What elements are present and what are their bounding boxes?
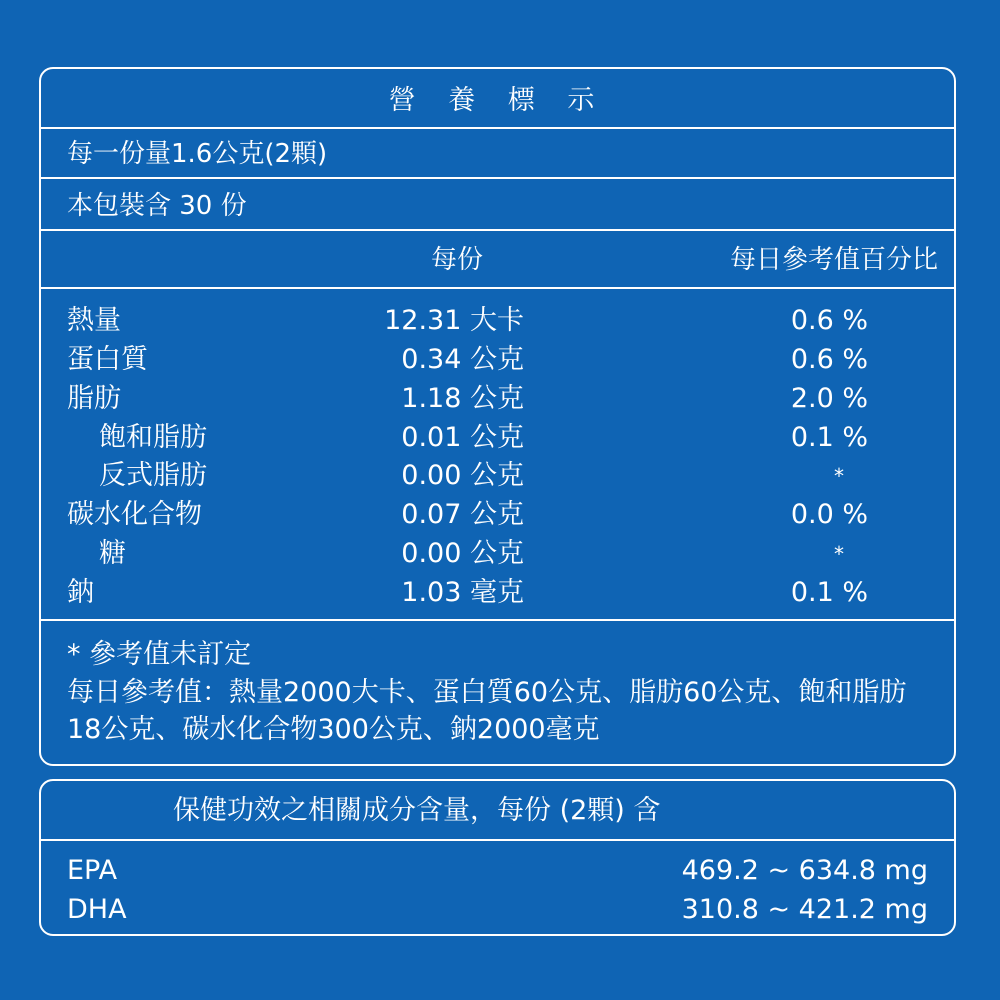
ingredient-value-epa: 469.2 ~ 634.8 mg [681, 855, 928, 886]
nutrient-name-calories: 熱量 [67, 305, 121, 336]
ingredient-value-dha: 310.8 ~ 421.2 mg [681, 894, 928, 925]
nutrient-amount-sugar: 0.00 公克 [401, 538, 524, 569]
nutrient-percent-protein: 0.6 % [790, 344, 868, 375]
footnote-daily-values-line2: 18公克、碳水化合物300公克、鈉2000毫克 [67, 714, 600, 745]
nutrition-facts-panel [39, 67, 956, 766]
nutrient-name-carbohydrate: 碳水化合物 [67, 499, 202, 530]
divider [41, 127, 954, 129]
nutrient-amount-protein: 0.34 公克 [401, 344, 524, 375]
nutrient-amount-saturated-fat: 0.01 公克 [401, 422, 524, 453]
header-daily-value: 每日參考值百分比 [729, 245, 938, 275]
nutrient-name-sodium: 鈉 [67, 577, 94, 608]
nutrient-amount-calories: 12.31 大卡 [384, 305, 524, 336]
serving-size: 每一份量1.6公克(2顆) [67, 139, 328, 169]
nutrient-percent-trans-fat: * [834, 464, 844, 488]
nutrient-amount-sodium: 1.03 毫克 [401, 577, 524, 608]
nutrient-name-fat: 脂肪 [67, 383, 121, 414]
divider [41, 177, 954, 179]
nutrient-name-saturated-fat: 飽和脂肪 [99, 422, 207, 453]
ingredient-name-dha: DHA [67, 894, 127, 925]
divider [41, 619, 954, 621]
nutrition-title: 營 養 標 示 [388, 85, 607, 116]
header-per-serving: 每份 [431, 245, 484, 275]
nutrient-amount-trans-fat: 0.00 公克 [401, 460, 524, 491]
health-ingredients-panel [39, 779, 956, 936]
nutrient-percent-calories: 0.6 % [790, 305, 868, 336]
nutrient-percent-fat: 2.0 % [790, 383, 868, 414]
nutrient-percent-sugar: * [834, 542, 844, 566]
nutrient-name-sugar: 糖 [99, 538, 126, 569]
footnote-asterisk: * 參考值未訂定 [67, 639, 252, 670]
divider [41, 229, 954, 231]
nutrient-percent-sodium: 0.1 % [790, 577, 868, 608]
nutrient-percent-carbohydrate: 0.0 % [790, 499, 868, 530]
ingredient-name-epa: EPA [67, 855, 118, 886]
nutrient-amount-fat: 1.18 公克 [401, 383, 524, 414]
nutrient-percent-saturated-fat: 0.1 % [790, 422, 868, 453]
divider [41, 287, 954, 289]
health-ingredients-title: 保健功效之相關成分含量，每份 (2顆) 含 [173, 795, 661, 826]
servings-per-package: 本包裝含 30 份 [67, 191, 247, 221]
footnote-daily-values-line1: 每日參考值：熱量2000大卡、蛋白質60公克、脂肪60公克、飽和脂肪 [67, 677, 907, 708]
divider [41, 839, 954, 841]
nutrient-amount-carbohydrate: 0.07 公克 [401, 499, 524, 530]
nutrient-name-protein: 蛋白質 [67, 344, 148, 375]
nutrient-name-trans-fat: 反式脂肪 [99, 460, 207, 491]
